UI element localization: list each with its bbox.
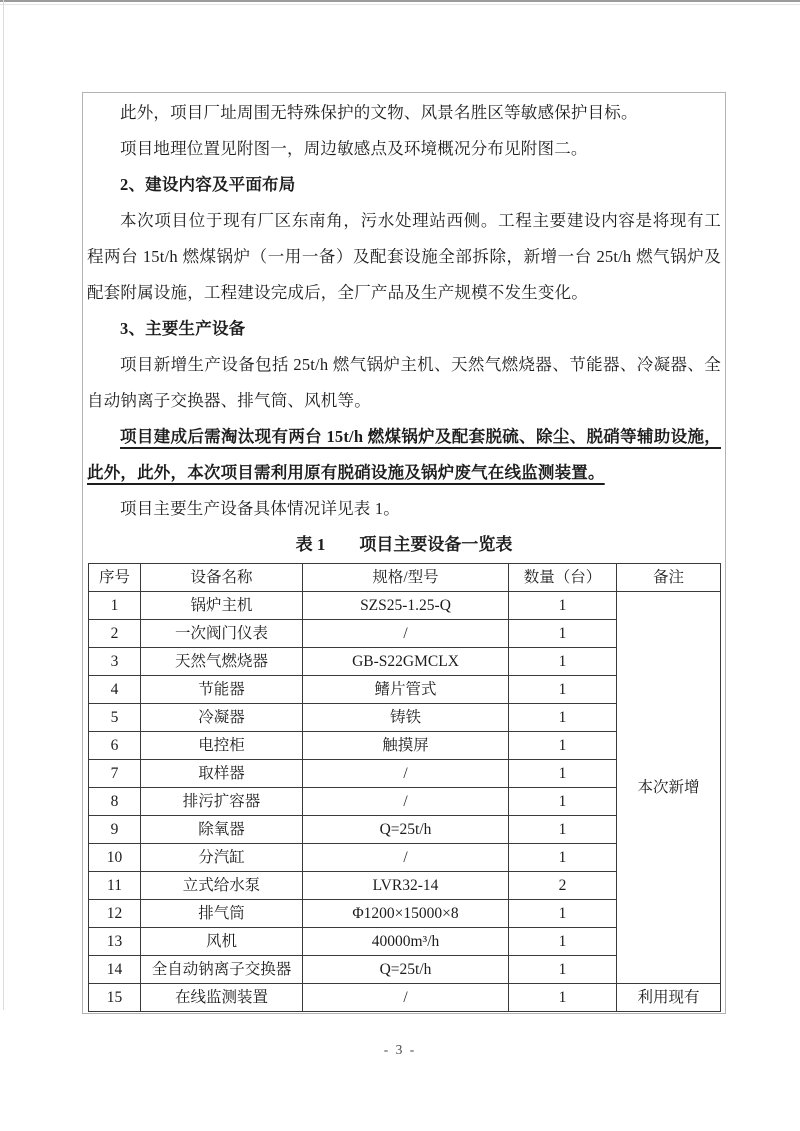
paragraph-sensitive-targets: 此外，项目厂址周围无特殊保护的文物、风景名胜区等敏感保护目标。 xyxy=(120,103,638,122)
cell-spec: Φ1200×15000×8 xyxy=(303,900,509,928)
cell-spec: 40000m³/h xyxy=(303,928,509,956)
cell-no: 7 xyxy=(89,760,141,788)
cell-spec: / xyxy=(303,788,509,816)
cell-spec: 铸铁 xyxy=(303,704,509,732)
content-frame xyxy=(82,92,726,1014)
table-header-row xyxy=(89,564,721,592)
cell-qty: 1 xyxy=(509,956,617,984)
cell-name: 冷凝器 xyxy=(141,704,303,732)
scan-edge-top-faint-line xyxy=(0,4,800,5)
paragraph-see-table1: 项目主要生产设备具体情况详见表 1。 xyxy=(120,499,400,518)
header-serial-number: 序号 xyxy=(89,564,141,592)
cell-spec: / xyxy=(303,984,509,1012)
table-caption-label: 表 1 xyxy=(295,535,326,554)
cell-qty: 2 xyxy=(509,872,617,900)
cell-qty: 1 xyxy=(509,788,617,816)
cell-name: 在线监测装置 xyxy=(141,984,303,1012)
cell-name: 排污扩容器 xyxy=(141,788,303,816)
cell-spec: / xyxy=(303,844,509,872)
cell-qty: 1 xyxy=(509,592,617,620)
paragraph-eliminate-boilers-underlined: 项目建成后需淘汰现有两台 15t/h 燃煤锅炉及配套脱硫、除尘、脱硝等辅助设施，此外，此外，本次项目需利用原有脱硝设施及锅炉废气在线监测装置。 xyxy=(87,427,721,482)
table-row xyxy=(89,984,721,1012)
cell-no: 6 xyxy=(89,732,141,760)
cell-no: 11 xyxy=(89,872,141,900)
cell-qty: 1 xyxy=(509,648,617,676)
cell-name: 节能器 xyxy=(141,676,303,704)
cell-name: 除氧器 xyxy=(141,816,303,844)
scan-edge-top-line xyxy=(0,0,800,2)
heading-main-equipment: 3、主要生产设备 xyxy=(120,319,246,338)
cell-qty: 1 xyxy=(509,732,617,760)
cell-name: 电控柜 xyxy=(141,732,303,760)
cell-qty: 1 xyxy=(509,704,617,732)
table-caption-title: 项目主要设备一览表 xyxy=(359,535,513,554)
cell-name: 一次阀门仪表 xyxy=(141,620,303,648)
cell-spec: Q=25t/h xyxy=(303,816,509,844)
cell-no: 9 xyxy=(89,816,141,844)
cell-qty: 1 xyxy=(509,816,617,844)
cell-spec: / xyxy=(303,620,509,648)
cell-no: 4 xyxy=(89,676,141,704)
cell-name: 锅炉主机 xyxy=(141,592,303,620)
header-spec-model: 规格/型号 xyxy=(303,564,509,592)
cell-name: 全自动钠离子交换器 xyxy=(141,956,303,984)
heading-construction-content: 2、建设内容及平面布局 xyxy=(120,175,296,194)
cell-name: 天然气燃烧器 xyxy=(141,648,303,676)
cell-no: 10 xyxy=(89,844,141,872)
cell-spec: Q=25t/h xyxy=(303,956,509,984)
cell-no: 15 xyxy=(89,984,141,1012)
cell-spec: 鳍片管式 xyxy=(303,676,509,704)
cell-qty: 1 xyxy=(509,928,617,956)
cell-no: 5 xyxy=(89,704,141,732)
paragraph-project-description: 本次项目位于现有厂区东南角，污水处理站西侧。工程主要建设内容是将现有工程两台 15t/h 燃煤锅炉（一用一备）及配套设施全部拆除，新增一台 25t/h 燃气锅炉及配套附属设施，工程建设完成后，全厂产品及生产规模不发生变化。 xyxy=(87,211,721,302)
cell-qty: 1 xyxy=(509,844,617,872)
cell-qty: 1 xyxy=(509,900,617,928)
table-row xyxy=(89,592,721,620)
equipment-table xyxy=(88,563,721,1012)
header-equipment-name: 设备名称 xyxy=(141,564,303,592)
cell-qty: 1 xyxy=(509,984,617,1012)
cell-no: 13 xyxy=(89,928,141,956)
cell-name: 取样器 xyxy=(141,760,303,788)
table-caption xyxy=(87,527,721,563)
cell-no: 2 xyxy=(89,620,141,648)
cell-name: 排气筒 xyxy=(141,900,303,928)
cell-name: 风机 xyxy=(141,928,303,956)
cell-qty: 1 xyxy=(509,676,617,704)
cell-name: 分汽缸 xyxy=(141,844,303,872)
cell-remark-merged: 本次新增 xyxy=(617,592,721,984)
cell-qty: 1 xyxy=(509,620,617,648)
cell-no: 8 xyxy=(89,788,141,816)
cell-no: 14 xyxy=(89,956,141,984)
header-quantity: 数量（台） xyxy=(509,564,617,592)
cell-qty: 1 xyxy=(509,760,617,788)
cell-no: 1 xyxy=(89,592,141,620)
paragraph-location-figures: 项目地理位置见附图一，周边敏感点及环境概况分布见附图二。 xyxy=(120,139,588,158)
cell-spec: GB-S22GMCLX xyxy=(303,648,509,676)
cell-no: 3 xyxy=(89,648,141,676)
cell-spec: 触摸屏 xyxy=(303,732,509,760)
scan-edge-left-line xyxy=(3,0,4,1010)
cell-no: 12 xyxy=(89,900,141,928)
header-remarks: 备注 xyxy=(617,564,721,592)
page-number: - 3 - xyxy=(383,1042,417,1057)
cell-spec: / xyxy=(303,760,509,788)
paragraph-new-equipment: 项目新增生产设备包括 25t/h 燃气锅炉主机、天然气燃烧器、节能器、冷凝器、全自动钠离子交换器、排气筒、风机等。 xyxy=(87,355,721,410)
cell-remark-existing: 利用现有 xyxy=(617,984,721,1012)
cell-spec: SZS25-1.25-Q xyxy=(303,592,509,620)
cell-name: 立式给水泵 xyxy=(141,872,303,900)
cell-spec: LVR32-14 xyxy=(303,872,509,900)
